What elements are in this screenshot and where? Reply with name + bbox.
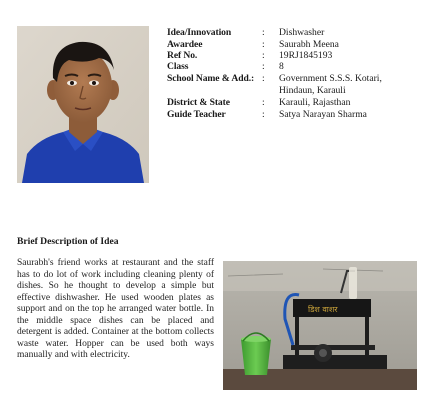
label-ref-no: Ref No. [167, 50, 198, 61]
label-class: Class [167, 61, 189, 72]
value-ref-no: 19RJ1845193 [279, 50, 333, 61]
value-guide: Satya Narayan Sharma [279, 109, 367, 120]
value-district: Karauli, Rajasthan [279, 97, 351, 108]
value-idea: Dishwasher [279, 27, 325, 38]
description-text: Saurabh's friend works at restaurant and the staff has to do lot of work including cleaning plenty of dishes. So he thought to develop a simple but effective dishwasher. He used wooden plates as support and on the top he arranged water bottle. In the middle space dishes can be placed and detergent is added. Container at the bottom collects waste water. Hopper can be used both ways manually and with electricity. [17, 258, 214, 361]
colon: : [262, 39, 265, 50]
colon: : [262, 73, 265, 84]
portrait-illustration [17, 26, 149, 183]
dishwasher-illustration [223, 261, 417, 390]
awardee-photo [17, 26, 149, 183]
value-class: 8 [279, 61, 284, 72]
colon: : [262, 109, 265, 120]
colon: : [262, 61, 265, 72]
label-awardee: Awardee [167, 39, 203, 50]
label-school: School Name & Add.: [167, 73, 255, 84]
value-school: Government S.S.S. Kotari, Hindaun, Karauli [279, 73, 382, 96]
colon: : [262, 97, 265, 108]
dishwasher-photo [223, 261, 417, 390]
colon: : [262, 50, 265, 61]
colon: : [262, 27, 265, 38]
description-heading: Brief Description of Idea [17, 236, 119, 247]
value-awardee: Saurabh Meena [279, 39, 339, 50]
label-idea: Idea/Innovation [167, 27, 232, 38]
label-district: District & State [167, 97, 230, 108]
device-board-label: डिश वाशर [308, 305, 338, 314]
label-guide: Guide Teacher [167, 109, 226, 120]
